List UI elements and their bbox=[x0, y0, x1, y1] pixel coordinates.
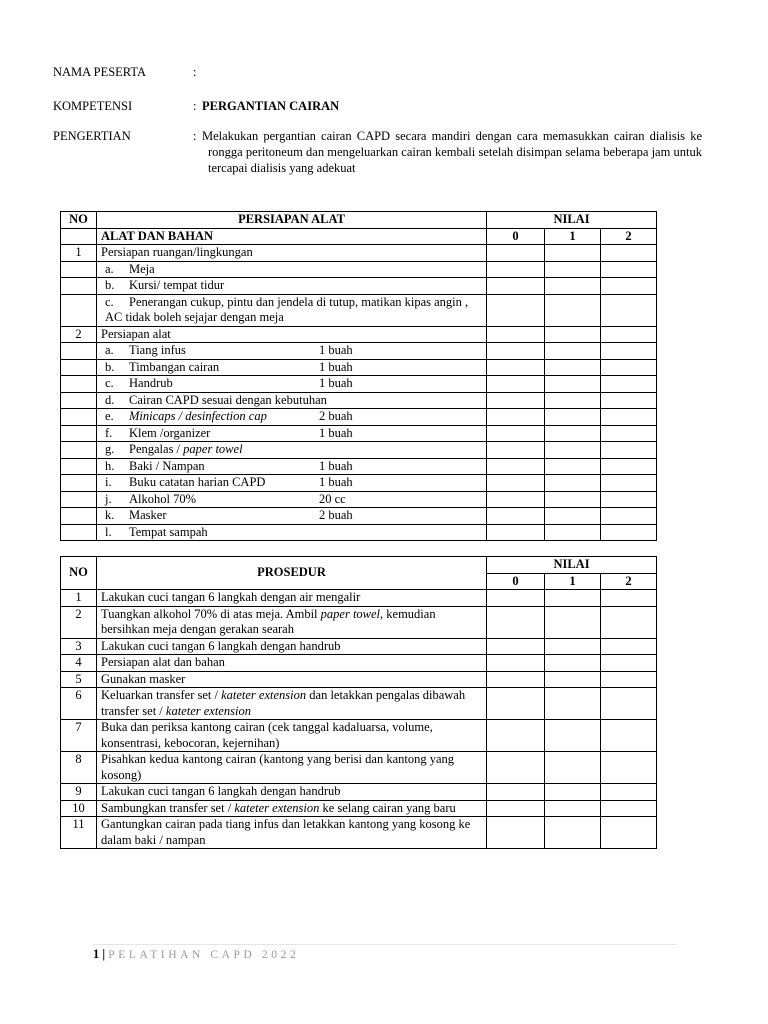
item-text: Minicaps / desinfection cap bbox=[129, 409, 267, 423]
score-cell-0[interactable] bbox=[487, 475, 545, 492]
score-cell-1[interactable] bbox=[545, 638, 601, 655]
row-number: 10 bbox=[61, 800, 97, 817]
table-row bbox=[61, 245, 657, 262]
score-cell-1[interactable] bbox=[545, 524, 601, 541]
persiapan-alat-table bbox=[60, 211, 657, 541]
item-text: Tempat sampah bbox=[129, 524, 208, 539]
procedure-step: Lakukan cuci tangan 6 langkah dengan handrub bbox=[97, 638, 487, 655]
item-text: Tiang infus bbox=[129, 343, 186, 357]
empty-cell bbox=[61, 376, 97, 393]
score-cell-1[interactable] bbox=[545, 278, 601, 295]
empty-cell bbox=[61, 475, 97, 492]
item-text: Buku catatan harian CAPD bbox=[129, 475, 266, 489]
item-quantity: 1 buah bbox=[319, 359, 353, 374]
score-cell-0[interactable] bbox=[487, 817, 545, 849]
procedure-step: Lakukan cuci tangan 6 langkah dengan handrub bbox=[97, 784, 487, 801]
item-text: Masker bbox=[129, 508, 167, 522]
score-cell-0[interactable] bbox=[487, 376, 545, 393]
list-item bbox=[61, 392, 657, 409]
item-cell bbox=[97, 376, 487, 393]
footer-divider bbox=[93, 944, 677, 945]
score-0-header: 0 bbox=[487, 228, 545, 245]
row-number: 8 bbox=[61, 752, 97, 784]
score-cell-2[interactable] bbox=[601, 326, 657, 343]
empty-cell bbox=[61, 261, 97, 278]
colon: : bbox=[193, 99, 197, 113]
item-cell bbox=[97, 524, 487, 541]
item-quantity: 20 cc bbox=[319, 491, 346, 506]
score-cell-1[interactable] bbox=[545, 800, 601, 817]
table-row bbox=[61, 752, 657, 784]
list-item bbox=[61, 491, 657, 508]
procedure-step: Buka dan periksa kantong cairan (cek tanggal kadaluarsa, volume, konsentrasi, kebocoran, kejernihan) bbox=[97, 720, 487, 752]
score-cell-1[interactable] bbox=[545, 245, 601, 262]
table-row bbox=[61, 671, 657, 688]
score-cell-2[interactable] bbox=[601, 491, 657, 508]
group-title: Persiapan alat bbox=[97, 326, 487, 343]
score-cell-0[interactable] bbox=[487, 638, 545, 655]
score-cell-0[interactable] bbox=[487, 590, 545, 607]
procedure-step: Tuangkan alkohol 70% di atas meja. Ambil paper towel, kemudian bersihkan meja dengan gerakan searah bbox=[97, 606, 487, 638]
list-item bbox=[61, 343, 657, 360]
item-text: Kursi/ tempat tidur bbox=[129, 278, 225, 292]
kompetensi-label: KOMPETENSI bbox=[53, 99, 133, 113]
item-marker: c. bbox=[105, 376, 114, 390]
col-no-header: NO bbox=[61, 557, 97, 590]
score-cell-2[interactable] bbox=[601, 524, 657, 541]
row-number: 2 bbox=[61, 326, 97, 343]
item-cell bbox=[97, 409, 487, 426]
score-cell-0[interactable] bbox=[487, 326, 545, 343]
empty-cell bbox=[61, 228, 97, 245]
footer-text: PELATIHAN CAPD 2022 bbox=[108, 949, 300, 961]
item-text: Handrub bbox=[129, 376, 173, 390]
score-cell-1[interactable] bbox=[545, 655, 601, 672]
score-cell-2[interactable] bbox=[601, 606, 657, 638]
table-subheader-row bbox=[61, 228, 657, 245]
score-cell-2[interactable] bbox=[601, 817, 657, 849]
row-number: 1 bbox=[61, 590, 97, 607]
empty-cell bbox=[61, 343, 97, 360]
score-cell-0[interactable] bbox=[487, 409, 545, 426]
score-cell-2[interactable] bbox=[601, 458, 657, 475]
item-marker: l. bbox=[105, 524, 112, 539]
score-cell-0[interactable] bbox=[487, 294, 545, 326]
item-quantity: 1 buah bbox=[319, 343, 353, 357]
row-number: 9 bbox=[61, 784, 97, 801]
score-cell-2[interactable] bbox=[601, 278, 657, 295]
item-quantity: 1 buah bbox=[319, 425, 353, 440]
item-marker: c. bbox=[105, 294, 114, 309]
score-cell-1[interactable] bbox=[545, 425, 601, 442]
row-number: 11 bbox=[61, 817, 97, 849]
empty-cell bbox=[61, 359, 97, 376]
item-marker: j. bbox=[105, 491, 112, 506]
procedure-step: Gunakan masker bbox=[97, 671, 487, 688]
item-cell bbox=[97, 392, 487, 409]
list-item bbox=[61, 508, 657, 525]
list-item bbox=[61, 278, 657, 295]
col-nilai-header: NILAI bbox=[487, 212, 657, 229]
table-row bbox=[61, 817, 657, 849]
item-marker: f. bbox=[105, 425, 113, 440]
item-text: Cairan CAPD sesuai dengan kebutuhan bbox=[129, 392, 327, 407]
score-cell-0[interactable] bbox=[487, 606, 545, 638]
score-cell-1[interactable] bbox=[545, 326, 601, 343]
item-marker: g. bbox=[105, 442, 115, 456]
score-1-header: 1 bbox=[545, 573, 601, 590]
item-text: Meja bbox=[129, 261, 155, 276]
score-cell-2[interactable] bbox=[601, 671, 657, 688]
score-cell-2[interactable] bbox=[601, 784, 657, 801]
score-cell-0[interactable] bbox=[487, 491, 545, 508]
item-quantity: 2 buah bbox=[319, 409, 353, 423]
pengertian-value: Melakukan pergantian cairan CAPD secara mandiri dengan cara memasukkan cairan dialisis ke rongga peritoneum dan mengeluarkan cairan kembali setelah disimpan selama beberapa jam untuk tercapai dialisis yang adekuat bbox=[202, 129, 702, 175]
item-marker: a. bbox=[105, 343, 114, 357]
empty-cell bbox=[61, 425, 97, 442]
page-footer bbox=[93, 947, 299, 962]
item-quantity: 1 buah bbox=[319, 376, 353, 390]
score-2-header: 2 bbox=[601, 228, 657, 245]
score-cell-1[interactable] bbox=[545, 359, 601, 376]
score-cell-2[interactable] bbox=[601, 245, 657, 262]
score-cell-0[interactable] bbox=[487, 343, 545, 360]
item-quantity: 1 buah bbox=[319, 475, 353, 489]
score-cell-1[interactable] bbox=[545, 671, 601, 688]
table-header-row bbox=[61, 557, 657, 574]
table-row bbox=[61, 655, 657, 672]
item-marker: k. bbox=[105, 508, 115, 522]
score-cell-0[interactable] bbox=[487, 425, 545, 442]
score-cell-2[interactable] bbox=[601, 638, 657, 655]
score-cell-1[interactable] bbox=[545, 261, 601, 278]
score-cell-1[interactable] bbox=[545, 491, 601, 508]
score-cell-1[interactable] bbox=[545, 688, 601, 720]
table-row bbox=[61, 800, 657, 817]
item-cell bbox=[97, 475, 487, 492]
table-row bbox=[61, 326, 657, 343]
score-cell-0[interactable] bbox=[487, 392, 545, 409]
score-cell-2[interactable] bbox=[601, 343, 657, 360]
score-cell-1[interactable] bbox=[545, 752, 601, 784]
list-item bbox=[61, 376, 657, 393]
row-number: 6 bbox=[61, 688, 97, 720]
score-2-header: 2 bbox=[601, 573, 657, 590]
score-cell-0[interactable] bbox=[487, 688, 545, 720]
list-item bbox=[61, 442, 657, 459]
footer-separator: | bbox=[102, 947, 106, 961]
item-cell bbox=[97, 261, 487, 278]
score-cell-1[interactable] bbox=[545, 508, 601, 525]
score-cell-0[interactable] bbox=[487, 261, 545, 278]
score-cell-0[interactable] bbox=[487, 442, 545, 459]
procedure-step: Gantungkan cairan pada tiang infus dan letakkan kantong yang kosong ke dalam baki / nampan bbox=[97, 817, 487, 849]
group-title: Persiapan ruangan/lingkungan bbox=[97, 245, 487, 262]
empty-cell bbox=[61, 524, 97, 541]
list-item bbox=[61, 425, 657, 442]
score-cell-2[interactable] bbox=[601, 261, 657, 278]
score-cell-2[interactable] bbox=[601, 590, 657, 607]
score-cell-0[interactable] bbox=[487, 524, 545, 541]
item-text: Pengalas / paper towel bbox=[129, 442, 243, 456]
empty-cell bbox=[61, 392, 97, 409]
empty-cell bbox=[61, 409, 97, 426]
item-cell bbox=[97, 425, 487, 442]
empty-cell bbox=[61, 458, 97, 475]
list-item bbox=[61, 359, 657, 376]
score-cell-1[interactable] bbox=[545, 458, 601, 475]
row-number: 7 bbox=[61, 720, 97, 752]
empty-cell bbox=[61, 294, 97, 326]
score-cell-0[interactable] bbox=[487, 752, 545, 784]
nama-peserta-label: NAMA PESERTA bbox=[53, 65, 147, 79]
score-cell-1[interactable] bbox=[545, 442, 601, 459]
score-cell-2[interactable] bbox=[601, 800, 657, 817]
col-persiapan-alat-header: PERSIAPAN ALAT bbox=[97, 212, 487, 229]
item-cell bbox=[97, 442, 487, 459]
item-quantity: 1 buah bbox=[319, 458, 353, 473]
empty-cell bbox=[61, 442, 97, 459]
item-marker: i. bbox=[105, 475, 112, 489]
list-item bbox=[61, 261, 657, 278]
list-item bbox=[61, 475, 657, 492]
score-cell-1[interactable] bbox=[545, 784, 601, 801]
score-cell-2[interactable] bbox=[601, 508, 657, 525]
score-1-header: 1 bbox=[545, 228, 601, 245]
list-item bbox=[61, 458, 657, 475]
procedure-step: Sambungkan transfer set / kateter extension ke selang cairan yang baru bbox=[97, 800, 487, 817]
prosedur-table bbox=[60, 556, 657, 849]
item-text: Alkohol 70% bbox=[129, 491, 197, 506]
alat-dan-bahan-header: ALAT DAN BAHAN bbox=[97, 228, 487, 245]
row-number: 1 bbox=[61, 245, 97, 262]
score-cell-2[interactable] bbox=[601, 655, 657, 672]
score-cell-1[interactable] bbox=[545, 392, 601, 409]
item-text: Klem /organizer bbox=[129, 425, 211, 440]
item-text: Timbangan cairan bbox=[129, 359, 220, 374]
procedure-step: Lakukan cuci tangan 6 langkah dengan air mengalir bbox=[97, 590, 487, 607]
item-marker: e. bbox=[105, 409, 114, 423]
score-cell-1[interactable] bbox=[545, 606, 601, 638]
item-marker: b. bbox=[105, 359, 115, 374]
table-row bbox=[61, 720, 657, 752]
score-cell-0[interactable] bbox=[487, 784, 545, 801]
score-cell-2[interactable] bbox=[601, 475, 657, 492]
item-marker: a. bbox=[105, 261, 114, 276]
score-cell-2[interactable] bbox=[601, 688, 657, 720]
score-cell-2[interactable] bbox=[601, 359, 657, 376]
score-cell-2[interactable] bbox=[601, 294, 657, 326]
col-nilai-header: NILAI bbox=[487, 557, 657, 574]
kompetensi-value: PERGANTIAN CAIRAN bbox=[202, 99, 340, 113]
col-prosedur-header: PROSEDUR bbox=[97, 557, 487, 590]
score-cell-2[interactable] bbox=[601, 720, 657, 752]
table-row bbox=[61, 590, 657, 607]
score-cell-1[interactable] bbox=[545, 376, 601, 393]
item-cell bbox=[97, 359, 487, 376]
list-item bbox=[61, 409, 657, 426]
score-cell-0[interactable] bbox=[487, 720, 545, 752]
table-row bbox=[61, 638, 657, 655]
score-cell-0[interactable] bbox=[487, 278, 545, 295]
persiapan-alat-body bbox=[61, 245, 657, 541]
page-number: 1 bbox=[93, 947, 100, 961]
prosedur-body bbox=[61, 590, 657, 849]
score-cell-1[interactable] bbox=[545, 294, 601, 326]
empty-cell bbox=[61, 491, 97, 508]
score-cell-1[interactable] bbox=[545, 343, 601, 360]
row-number: 3 bbox=[61, 638, 97, 655]
score-cell-1[interactable] bbox=[545, 817, 601, 849]
table-row bbox=[61, 784, 657, 801]
score-cell-1[interactable] bbox=[545, 590, 601, 607]
row-number: 5 bbox=[61, 671, 97, 688]
procedure-step: Pisahkan kedua kantong cairan (kantong yang berisi dan kantong yang kosong) bbox=[97, 752, 487, 784]
empty-cell bbox=[61, 508, 97, 525]
item-cell bbox=[97, 491, 487, 508]
row-number: 2 bbox=[61, 606, 97, 638]
score-cell-0[interactable] bbox=[487, 800, 545, 817]
list-item bbox=[61, 524, 657, 541]
item-cell bbox=[97, 343, 487, 360]
score-cell-0[interactable] bbox=[487, 655, 545, 672]
score-cell-1[interactable] bbox=[545, 720, 601, 752]
score-cell-2[interactable] bbox=[601, 442, 657, 459]
item-text: Baki / Nampan bbox=[129, 458, 205, 473]
empty-cell bbox=[61, 278, 97, 295]
score-cell-2[interactable] bbox=[601, 409, 657, 426]
list-item bbox=[61, 294, 657, 326]
score-cell-0[interactable] bbox=[487, 671, 545, 688]
procedure-step: Persiapan alat dan bahan bbox=[97, 655, 487, 672]
table-row bbox=[61, 606, 657, 638]
score-cell-0[interactable] bbox=[487, 508, 545, 525]
item-marker: b. bbox=[105, 278, 115, 292]
score-cell-1[interactable] bbox=[545, 409, 601, 426]
table-row bbox=[61, 688, 657, 720]
row-number: 4 bbox=[61, 655, 97, 672]
item-text: Penerangan cukup, pintu dan jendela di tutup, matikan kipas angin , AC tidak boleh sejajar dengan meja bbox=[105, 294, 469, 324]
score-cell-0[interactable] bbox=[487, 359, 545, 376]
score-cell-2[interactable] bbox=[601, 376, 657, 393]
pengertian-label: PENGERTIAN bbox=[53, 129, 131, 143]
procedure-step: Keluarkan transfer set / kateter extension dan letakkan pengalas dibawah transfer set / kateter extension bbox=[97, 688, 487, 720]
item-cell bbox=[97, 458, 487, 475]
score-cell-1[interactable] bbox=[545, 475, 601, 492]
score-cell-2[interactable] bbox=[601, 392, 657, 409]
colon: : bbox=[193, 65, 197, 79]
score-0-header: 0 bbox=[487, 573, 545, 590]
item-cell bbox=[97, 508, 487, 525]
item-cell bbox=[97, 294, 487, 326]
item-quantity: 2 buah bbox=[319, 508, 353, 522]
colon: : bbox=[193, 129, 197, 143]
score-cell-2[interactable] bbox=[601, 425, 657, 442]
item-cell bbox=[97, 278, 487, 295]
col-no-header: NO bbox=[61, 212, 97, 229]
score-cell-0[interactable] bbox=[487, 458, 545, 475]
score-cell-2[interactable] bbox=[601, 752, 657, 784]
item-marker: d. bbox=[105, 392, 115, 407]
table-header-row bbox=[61, 212, 657, 229]
score-cell-0[interactable] bbox=[487, 245, 545, 262]
item-marker: h. bbox=[105, 458, 115, 473]
